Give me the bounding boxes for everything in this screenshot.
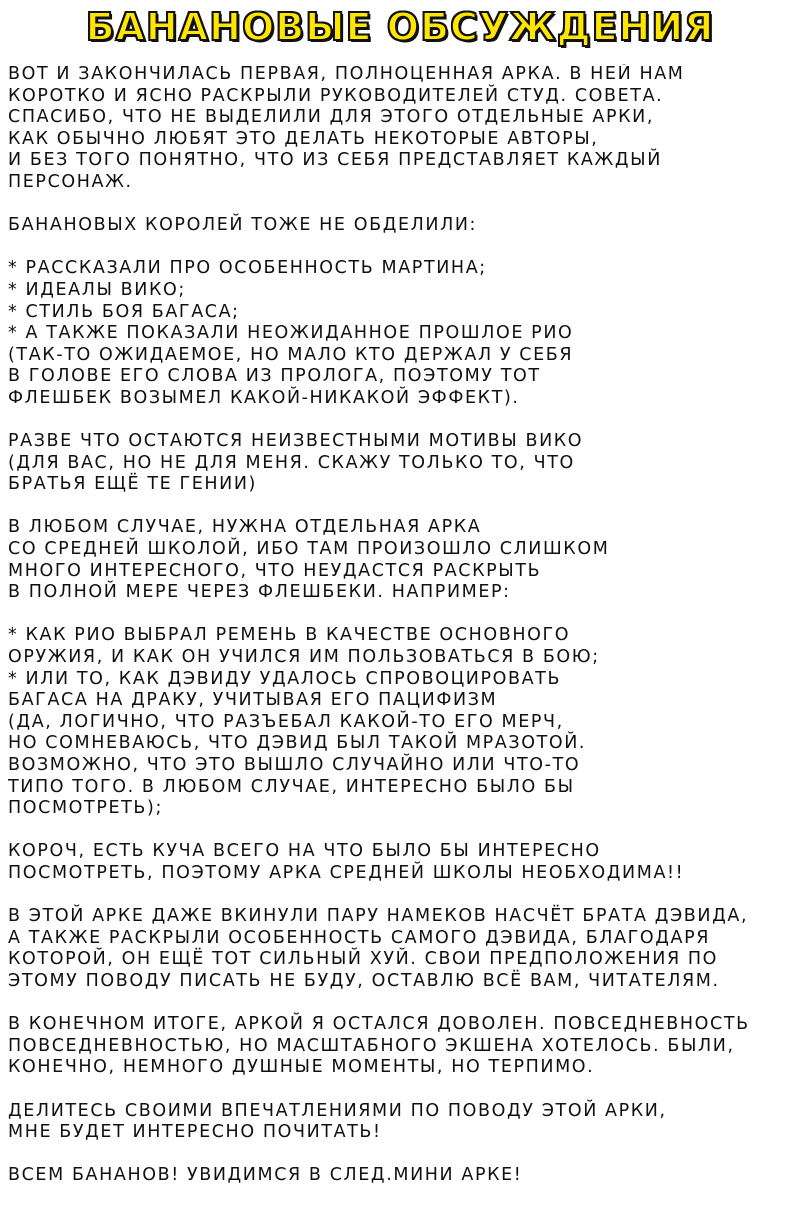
text-line: ПЕРСОНАЖ. bbox=[8, 171, 133, 192]
text-line: (ДЛЯ ВАС, НО НЕ ДЛЯ МЕНЯ. СКАЖУ ТОЛЬКО ТО, ЧТО bbox=[8, 452, 575, 473]
text-line: РАЗВЕ ЧТО ОСТАЮТСЯ НЕИЗВЕСТНЫМИ МОТИВЫ ВИКО bbox=[8, 431, 584, 452]
text-line: БАГАСА НА ДРАКУ, УЧИТЫВАЯ ЕГО ПАЦИФИЗМ bbox=[8, 690, 498, 711]
text-line: (ДА, ЛОГИЧНО, ЧТО РАЗЪЕБАЛ КАКОЙ-ТО ЕГО МЕРЧ, bbox=[8, 711, 564, 732]
article-body bbox=[8, 64, 798, 1208]
text-line: * СТИЛЬ БОЯ БАГАСА; bbox=[8, 301, 240, 322]
page-title: БАНАНОВЫЕ ОБСУЖДЕНИЯ bbox=[85, 5, 715, 49]
text-line: ПОСМОТРЕТЬ); bbox=[8, 798, 163, 819]
paragraph bbox=[8, 1101, 798, 1144]
paragraph bbox=[8, 1165, 798, 1187]
text-line: КОТОРОЙ, ОН ЕЩЁ ТОТ СИЛЬНЫЙ ХУЙ. СВОИ ПРЕДПОЛОЖЕНИЯ ПО bbox=[8, 949, 719, 970]
paragraph bbox=[8, 841, 798, 884]
text-line: И БЕЗ ТОГО ПОНЯТНО, ЧТО ИЗ СЕБЯ ПРЕДСТАВЛЯЕТ КАЖДЫЙ bbox=[8, 150, 662, 171]
paragraph bbox=[8, 1014, 798, 1079]
paragraph bbox=[8, 906, 798, 992]
text-line: МНОГО ИНТЕРЕСНОГО, ЧТО НЕУДАСТСЯ РАСКРЫТЬ bbox=[8, 560, 542, 581]
text-line: * А ТАКЖЕ ПОКАЗАЛИ НЕОЖИДАННОЕ ПРОШЛОЕ РИО bbox=[8, 323, 574, 344]
text-line: МНЕ БУДЕТ ИНТЕРЕСНО ПОЧИТАТЬ! bbox=[8, 1122, 382, 1143]
text-line: СПАСИБО, ЧТО НЕ ВЫДЕЛИЛИ ДЛЯ ЭТОГО ОТДЕЛЬНЫЕ АРКИ, bbox=[8, 107, 655, 128]
text-line: ВОТ И ЗАКОНЧИЛАСЬ ПЕРВАЯ, ПОЛНОЦЕННАЯ АРКА. В НЕЙ НАМ bbox=[8, 64, 685, 84]
paragraph bbox=[8, 64, 798, 194]
text-line: ПОВСЕДНЕВНОСТЬЮ, НО МАСШТАБНОГО ЭКШЕНА ХОТЕЛОСЬ. БЫЛИ, bbox=[8, 1035, 735, 1056]
text-line: * ИЛИ ТО, КАК ДЭВИДУ УДАЛОСЬ СПРОВОЦИРОВАТЬ bbox=[8, 668, 562, 689]
text-line: * ИДЕАЛЫ ВИКО; bbox=[8, 279, 186, 300]
text-line: В ЭТОЙ АРКЕ ДАЖЕ ВКИНУЛИ ПАРУ НАМЕКОВ НАСЧЁТ БРАТА ДЭВИДА, bbox=[8, 906, 749, 927]
text-line: * КАК РИО ВЫБРАЛ РЕМЕНЬ В КАЧЕСТВЕ ОСНОВНОГО bbox=[8, 625, 571, 646]
text-line: БРАТЬЯ ЕЩЁ ТЕ ГЕНИИ) bbox=[8, 474, 257, 495]
text-line: * РАССКАЗАЛИ ПРО ОСОБЕННОСТЬ МАРТИНА; bbox=[8, 258, 487, 279]
text-line: ЭТОМУ ПОВОДУ ПИСАТЬ НЕ БУДУ, ОСТАВЛЮ ВСЁ ВАМ, ЧИТАТЕЛЯМ. bbox=[8, 970, 720, 991]
text-line: В ЛЮБОМ СЛУЧАЕ, НУЖНА ОТДЕЛЬНАЯ АРКА bbox=[8, 517, 482, 538]
text-line: ДЕЛИТЕСЬ СВОИМИ ВПЕЧАТЛЕНИЯМИ ПО ПОВОДУ ЭТОЙ АРКИ, bbox=[8, 1100, 667, 1121]
paragraph bbox=[8, 215, 798, 237]
text-line: КОНЕЧНО, НЕМНОГО ДУШНЫЕ МОМЕНТЫ, НО ТЕРПИМО. bbox=[8, 1057, 595, 1078]
text-line: В ГОЛОВЕ ЕГО СЛОВА ИЗ ПРОЛОГА, ПОЭТОМУ ТОТ bbox=[8, 366, 541, 387]
text-line: В ПОЛНОЙ МЕРЕ ЧЕРЕЗ ФЛЕШБЕКИ. НАПРИМЕР: bbox=[8, 582, 511, 603]
text-line: СО СРЕДНЕЙ ШКОЛОЙ, ИБО ТАМ ПРОИЗОШЛО СЛИШКОМ bbox=[8, 539, 610, 560]
text-line: (ТАК-ТО ОЖИДАЕМОЕ, НО МАЛО КТО ДЕРЖАЛ У СЕБЯ bbox=[8, 344, 574, 365]
paragraph bbox=[8, 625, 798, 819]
paragraph bbox=[8, 431, 798, 496]
text-line: В КОНЕЧНОМ ИТОГЕ, АРКОЙ Я ОСТАЛСЯ ДОВОЛЕН. ПОВСЕДНЕВНОСТЬ bbox=[8, 1014, 750, 1035]
text-line: ФЛЕШБЕК ВОЗЫМЕЛ КАКОЙ-НИКАКОЙ ЭФФЕКТ). bbox=[8, 387, 520, 408]
paragraph bbox=[8, 258, 798, 409]
paragraph bbox=[8, 517, 798, 603]
page-title-banner bbox=[0, 0, 800, 54]
text-line: КАК ОБЫЧНО ЛЮБЯТ ЭТО ДЕЛАТЬ НЕКОТОРЫЕ АВТОРЫ, bbox=[8, 128, 599, 149]
text-line: ВОЗМОЖНО, ЧТО ЭТО ВЫШЛО СЛУЧАЙНО ИЛИ ЧТО-ТО bbox=[8, 755, 581, 775]
text-line: ВСЕМ БАНАНОВ! УВИДИМСЯ В СЛЕД.МИНИ АРКЕ! bbox=[8, 1165, 523, 1186]
text-line: ОРУЖИЯ, И КАК ОН УЧИЛСЯ ИМ ПОЛЬЗОВАТЬСЯ В БОЮ; bbox=[8, 647, 600, 668]
text-line: ПОСМОТРЕТЬ, ПОЭТОМУ АРКА СРЕДНЕЙ ШКОЛЫ НЕОБХОДИМА!! bbox=[8, 862, 685, 883]
text-line: ТИПО ТОГО. В ЛЮБОМ СЛУЧАЕ, ИНТЕРЕСНО БЫЛО БЫ bbox=[8, 776, 575, 797]
text-line: КОРОЧ, ЕСТЬ КУЧА ВСЕГО НА ЧТО БЫЛО БЫ ИНТЕРЕСНО bbox=[8, 841, 601, 862]
text-line: БАНАНОВЫХ КОРОЛЕЙ ТОЖЕ НЕ ОБДЕЛИЛИ: bbox=[8, 215, 478, 236]
text-line: КОРОТКО И ЯСНО РАСКРЫЛИ РУКОВОДИТЕЛЕЙ СТУД. СОВЕТА. bbox=[8, 85, 664, 106]
text-line: НО СОМНЕВАЮСЬ, ЧТО ДЭВИД БЫЛ ТАКОЙ МРАЗОТОЙ. bbox=[8, 733, 587, 754]
text-line: А ТАКЖЕ РАСКРЫЛИ ОСОБЕННОСТЬ САМОГО ДЭВИДА, БЛАГОДАРЯ bbox=[8, 927, 711, 948]
